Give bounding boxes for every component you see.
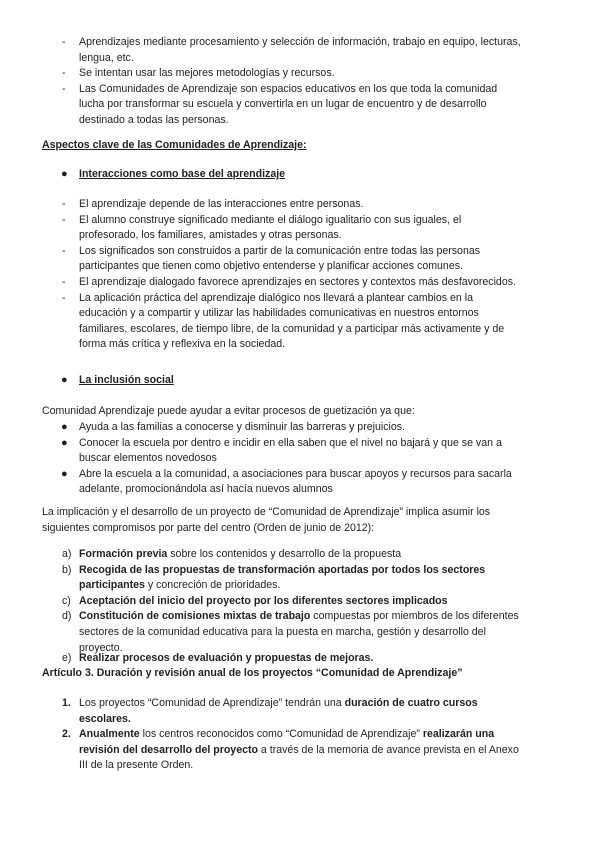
commitments-intro: La implicación y el desarrollo de un proyecto de “Comunidad de Aprendizaje” implica asumir los siguientes compromisos por parte del centro (Orden de junio de 2012): (42, 506, 491, 534)
intro-list (0, 35, 600, 129)
commitments-list-last (0, 651, 600, 667)
list-item: - El alumno construye significado mediante el diálogo igualitario con sus iguales, el profesorado, los familiares, amistades y otras personas. (62, 213, 462, 242)
list-item: b) Recogida de las propuestas de transformación aportadas por todos los sectores participantes y concreción de prioridades. (62, 563, 486, 592)
section1-list (0, 197, 600, 353)
list-item: d) Constitución de comisiones mixtas de trabajo compuestas por miembros de los diferentes sectores de la comunidad educativa para la puesta en marcha, gestión y desarrollo del proyecto. (62, 610, 519, 654)
bullet-icon: ● (61, 168, 68, 180)
list-item: ● Abre la escuela a la comunidad, a asociaciones para buscar apoyos y recursos para sacarla adelante, promocionándola así hacía nuevos alumnos (61, 467, 512, 496)
section2-heading: ● La inclusión social (0, 373, 600, 389)
section2-list (0, 420, 600, 498)
list-item: - La aplicación práctica del aprendizaje dialógico nos llevará a plantear cambios en la educación y a compartir y utilizar las habilidades comunicativas en nuestros entornos familiares, escolares, de tiempo libre, de la comunidad y a participar más activamente y de forma más crítica y reflexiva en la sociedad. (62, 291, 505, 351)
list-item: 1. Los proyectos “Comunidad de Aprendizaje” tendrán una duración de cuatro cursos escolares. (62, 697, 478, 725)
list-item: - Se intentan usar las mejores metodologías y recursos. (62, 67, 335, 80)
bullet-icon: ● (61, 421, 68, 433)
list-item: - Las Comunidades de Aprendizaje son espacios educativos en los que toda la comunidad lucha por transformar su escuela y convertirla en un lugar de encuentro y de desarrollo destinado a todas las personas. (62, 82, 498, 126)
key-aspects-heading: Aspectos clave de las Comunidades de Aprendizaje: (42, 139, 307, 151)
article3-list (0, 696, 600, 774)
list-item: ● Ayuda a las familias a conocerse y disminuir las barreras y prejuicios. (0, 420, 600, 436)
list-item: a) Formación previa sobre los contenidos y desarrollo de la propuesta (62, 548, 402, 560)
bullet-icon: ● (61, 374, 68, 386)
bullet-icon: ● (61, 436, 68, 449)
section2-intro: Comunidad Aprendizaje puede ayudar a evitar procesos de guetización ya que: (42, 405, 415, 417)
list-item: c) Aceptación del inicio del proyecto por los diferentes sectores implicados (62, 594, 448, 607)
list-item: - El aprendizaje dialogado favorece aprendizajes en sectores y contextos más desfavorecidos. (62, 275, 516, 288)
list-item: - Aprendizajes mediante procesamiento y selección de información, trabajo en equipo, lecturas, lengua, etc. (62, 36, 521, 64)
commitments-list (0, 547, 600, 656)
article3-title: Artículo 3. Duración y revisión anual de los proyectos “Comunidad de Aprendizaje” (42, 667, 463, 679)
list-item: 2. Anualmente los centros reconocidos como “Comunidad de Aprendizaje” realizarán una revisión del desarrollo del proyecto a través de la memoria de avance prevista en el Anexo III de la presente Orden. (62, 728, 519, 772)
list-item: - El aprendizaje depende de las interacciones entre personas. (62, 198, 364, 210)
list-item: e) Realizar procesos de evaluación y propuestas de mejoras. (62, 652, 374, 664)
section1-heading: ● Interacciones como base del aprendizaje (0, 167, 600, 183)
list-item: - Los significados son construidos a partir de la comunicación entre todas las personas participantes que tienen como objetivo entenderse y planificar acciones comunes. (62, 244, 481, 273)
list-item: ● Conocer la escuela por dentro e incidir en ella saben que el nivel no bajará y que se van a buscar elementos novedosos (61, 436, 502, 465)
bullet-icon: ● (61, 467, 68, 480)
